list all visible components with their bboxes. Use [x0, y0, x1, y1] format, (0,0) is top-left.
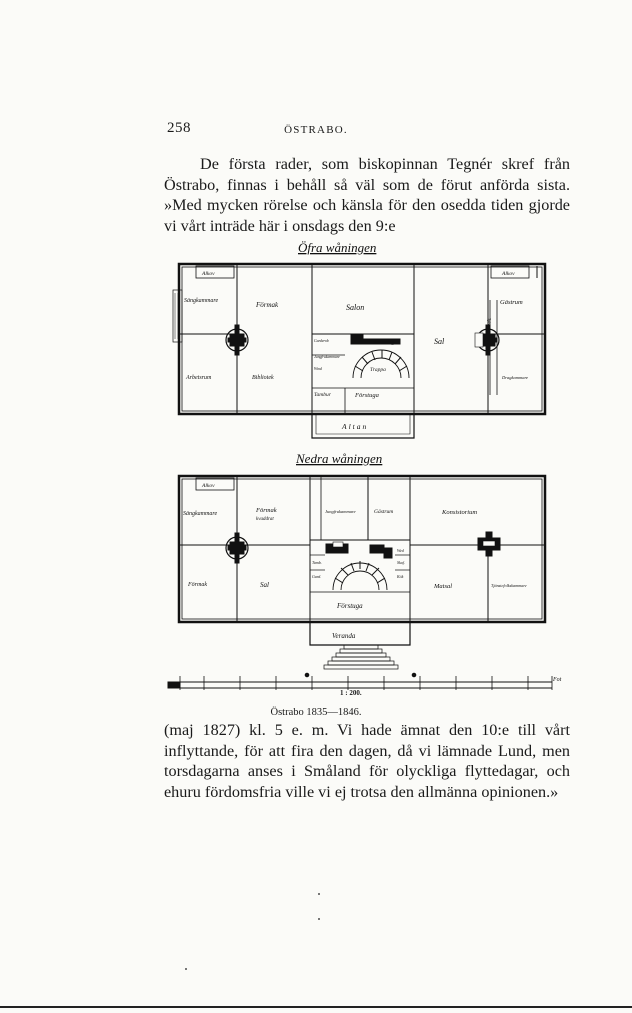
speck — [318, 893, 320, 895]
lower-tambur-label: Tamb. — [312, 560, 322, 565]
running-head: ÖSTRABO. — [284, 124, 348, 136]
scale-unit-label: Fot — [553, 677, 562, 683]
speck — [185, 968, 187, 970]
lower-kvaddrat-label: kvaddrat — [256, 517, 274, 522]
bottom-rule — [0, 1006, 632, 1008]
upper-wind-label: Wind — [314, 367, 322, 371]
lower-sangkammare-label: Sängkammare — [183, 511, 218, 517]
page-number: 258 — [167, 120, 191, 136]
lower-skaf-label: Skaf. — [397, 560, 405, 565]
lower-alkov-label: Alkov — [202, 483, 215, 489]
lower-konsistorium-label: Konsistorium — [442, 509, 478, 516]
upper-gastrum-label: Gästrum — [500, 299, 523, 306]
paragraph-top: De första rader, som biskopinnan Tegnér skref från Östrabo, finnas i behåll så väl som de förut anförda sista. »Med mycken rörelse och känsla för den osedda tiden gjorde vi vårt inträde här i onsdags den 9:e — [164, 155, 570, 235]
upper-sangkammare-label: Sängkammare — [184, 298, 219, 304]
upper-arbetsrum-label: Arbetsrum — [186, 375, 212, 381]
upper-garderob-label: Garderob — [314, 339, 329, 343]
upper-jungfrukammare-label: Jungfrukammare — [314, 355, 340, 359]
upper-dragkammare-label: Dragkammare — [502, 375, 529, 380]
upper-trappa-label: Trappa — [370, 367, 386, 373]
upper-spis-label: Spis — [487, 318, 492, 325]
lower-jungfrukammare-label: Jungfrukammare — [325, 509, 356, 514]
upper-floor-title: Öfra wåningen — [298, 240, 377, 255]
lower-gastrum-label: Gästrum — [374, 509, 394, 515]
scale-ratio: 1 : 200. — [340, 689, 362, 697]
upper-forstuga-label: Förstuga — [355, 392, 379, 399]
lower-formak-label: Förmak — [188, 582, 207, 588]
upper-servering-label: Servering — [373, 340, 395, 346]
lower-veranda-label: Veranda — [332, 632, 356, 640]
upper-altan-label: Altan — [342, 422, 369, 431]
upper-bibliotek-label: Bibliotek — [252, 375, 274, 381]
lower-floor-title: Nedra wåningen — [296, 451, 383, 466]
upper-alkov-right-label: Alkov — [502, 271, 515, 277]
lower-forstuga-label: Förstuga — [337, 602, 363, 610]
upper-sal-label: Sal — [434, 337, 445, 346]
speck — [318, 918, 320, 920]
upper-tambur-label: Tambur — [314, 392, 331, 398]
lower-formak-cabinet-label: Förmak — [256, 507, 277, 514]
upper-formak-label: Förmak — [256, 301, 279, 309]
lower-kok-label: Kök — [397, 574, 404, 579]
lower-matsal-label: Matsal — [434, 583, 453, 590]
lower-tjanstefolkskammare-label: Tjänstefolkskammare — [491, 583, 527, 588]
lower-garderob-label: Gard. — [312, 574, 322, 579]
upper-salon-label: Salon — [346, 303, 365, 312]
figure-caption: Östrabo 1835—1846. — [270, 707, 362, 718]
paragraph-bottom: (maj 1827) kl. 5 e. m. Vi hade ämnat den 10:e till vårt inflyttande, för att fira den dagen, då vi lämnade Lund, men torsdagarna anses i Småland för olyckliga flyttedagar, och ehuru fördomsfria ville vi ej trotsa den allmänna opinionen.» — [164, 721, 570, 801]
upper-alkov-left-label: Alkov — [202, 271, 215, 277]
lower-sal-label: Sal — [260, 581, 269, 589]
lower-wed-label: Wed — [397, 548, 404, 553]
